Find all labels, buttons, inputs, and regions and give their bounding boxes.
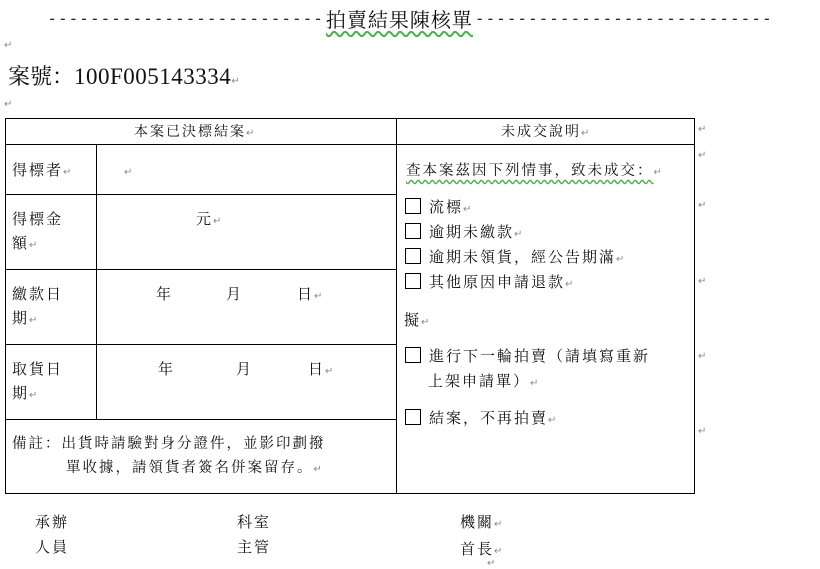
row-end-mark: ↵ <box>698 124 707 135</box>
payment-date-label: 繳款日 期↵ <box>12 285 64 327</box>
signature-officer: 承辦 人員 <box>35 513 70 556</box>
remark-line-1: 備註：出貨時請驗對身分證件，並影印劃撥 <box>12 436 326 452</box>
row-end-mark: ↵ <box>698 276 707 287</box>
checkbox[interactable] <box>405 273 421 289</box>
proposal-item-next-round[interactable]: 進行下一輪拍賣（請填寫重新 <box>405 344 650 368</box>
title-dashes-left: -------------------------- <box>47 8 324 28</box>
reason-item-overdue-payment[interactable]: 逾期未繳款↵ <box>405 220 524 247</box>
label-column-divider <box>96 144 97 419</box>
paragraph-mark: ↵ <box>231 76 240 87</box>
pickup-date-label: 取貨日 期↵ <box>12 360 64 402</box>
paragraph-mark: ↵ <box>4 99 13 110</box>
right-header: 未成交說明↵ <box>501 124 592 140</box>
pickup-date-month[interactable]: 月 <box>236 360 254 378</box>
title-dashes-right: ---------------------------- <box>474 8 773 28</box>
result-table <box>5 118 695 494</box>
checkbox[interactable] <box>405 248 421 264</box>
proposal-item-close-case[interactable]: 結案，不再拍賣↵ <box>405 406 558 433</box>
reason-item-overdue-pickup[interactable]: 逾期未領貨，經公告期滿↵ <box>405 245 626 272</box>
pickup-date-year[interactable]: 年 <box>158 360 176 378</box>
checkbox[interactable] <box>405 223 421 239</box>
checkbox[interactable] <box>405 198 421 214</box>
row-divider <box>6 194 396 195</box>
proposal-label: 擬↵ <box>404 311 432 329</box>
row-end-mark: ↵ <box>698 426 707 437</box>
row-divider <box>6 419 396 420</box>
payment-date-day[interactable]: 日↵ <box>297 285 325 303</box>
row-end-mark: ↵ <box>698 150 707 161</box>
row-end-mark: ↵ <box>698 351 707 362</box>
amount-unit[interactable]: 元↵ <box>196 210 224 228</box>
signature-section-chief: 科室 主管 <box>237 513 272 556</box>
row-divider <box>6 269 396 270</box>
row-end-mark: ↵ <box>698 200 707 211</box>
paragraph-mark: ↵ <box>4 40 13 51</box>
winner-value[interactable]: ↵ <box>124 167 135 178</box>
document-title-row <box>0 4 820 32</box>
signature-agency-head: 機關↵ 首長↵ <box>460 513 505 558</box>
document-title: 拍賣結果陳核單 <box>325 7 473 32</box>
case-number-line <box>8 60 240 91</box>
pickup-date-day[interactable]: 日↵ <box>308 360 336 378</box>
left-header: 本案已決標結案↵ <box>134 124 257 140</box>
remark-line-2: 單收據，請領貨者簽名併案留存。↵ <box>66 460 324 476</box>
checkbox[interactable] <box>405 409 421 425</box>
reason-item-no-bid[interactable]: 流標↵ <box>405 195 473 222</box>
winner-label: 得標者↵ <box>12 161 74 179</box>
paragraph-mark: ↵ <box>487 558 496 569</box>
payment-date-month[interactable]: 月 <box>226 285 244 303</box>
checkbox[interactable] <box>405 347 421 363</box>
amount-label: 得標金 額↵ <box>12 210 64 252</box>
payment-date-year[interactable]: 年 <box>156 285 174 303</box>
row-divider <box>6 344 396 345</box>
unsold-intro: 查本案茲因下列情事，致未成交：↵ <box>406 163 664 179</box>
column-divider <box>396 119 397 493</box>
case-number-value: 100F005143334 <box>74 64 232 89</box>
reason-item-refund[interactable]: 其他原因申請退款↵ <box>405 270 575 297</box>
proposal-item-next-round-line2: 上架申請單）↵ <box>428 372 541 390</box>
case-number-label: 案號： <box>8 65 75 90</box>
